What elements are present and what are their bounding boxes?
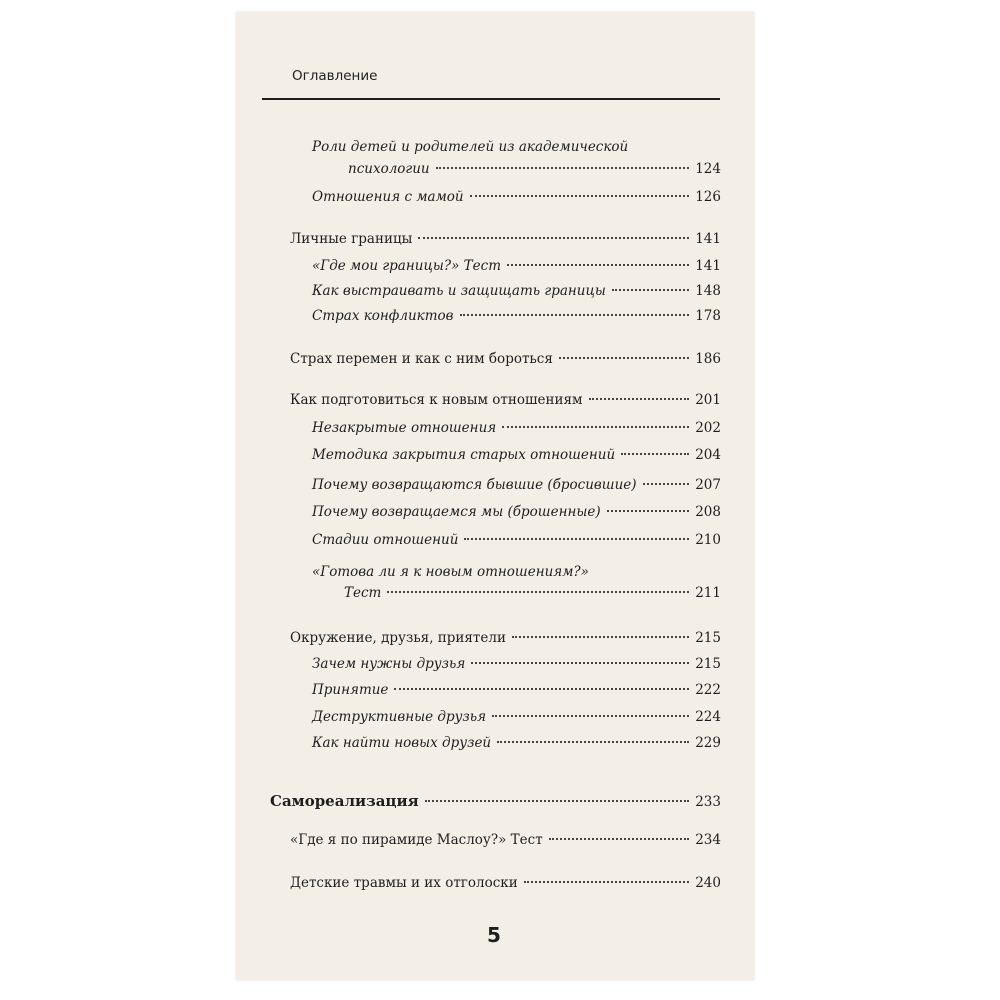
toc-entry-title: Как найти новых друзей [312,735,492,751]
leader-dots [502,426,689,428]
toc-entry-title: Личные границы [290,231,413,247]
leader-dots [418,237,689,239]
leader-dots [492,715,689,717]
leader-dots [470,195,690,197]
toc-entry-title: психологии [348,161,430,177]
toc-entry-why-friends [312,656,721,672]
toc-entry-title: Страх перемен и как с ним бороться [290,351,553,367]
toc-entry-title: Стадии отношений [312,532,459,548]
toc-entry-title: Почему возвращаемся мы (брошенные) [312,504,601,520]
page-number: 5 [487,923,501,947]
toc-entry-page: 126 [695,189,721,205]
leader-dots [559,357,689,359]
toc-entry-title: Незакрытые отношения [312,420,497,436]
toc-entry-page: 224 [695,709,721,725]
leader-dots [589,398,690,400]
toc-entry-title: «Где мои границы?» Тест [312,258,501,274]
toc-entry-title: Как подготовиться к новым отношениям [290,392,583,408]
toc-entry-traumas [290,875,721,891]
toc-entry-page: 141 [695,231,721,247]
toc-entry-title: Тест [344,585,382,601]
toc-entry-stages [312,532,721,548]
toc-entry-maslow [290,832,721,848]
toc-entry-page: 215 [695,656,721,672]
toc-entry-page: 124 [695,161,721,177]
toc-entry-page: 202 [695,420,721,436]
toc-entry-environment [290,630,721,646]
toc-entry-page: 148 [695,283,721,299]
leader-dots [425,800,689,802]
leader-dots [387,591,689,593]
toc-entry-title: Методика закрытия старых отношений [312,447,616,463]
toc-entry-boundaries [290,231,721,247]
toc-entry-page: 141 [695,258,721,274]
toc-entry-page: 210 [695,532,721,548]
running-header: Оглавление [292,68,378,84]
toc-entry-exes-return [312,477,721,493]
toc-entry-self-realization [270,792,721,810]
toc-entry-title: Почему возвращаются бывшие (бросившие) [312,477,637,493]
leader-dots [621,453,689,455]
toc-entry-page: 178 [695,308,721,324]
toc-entry-title: Отношения с мамой [312,189,464,205]
toc-entry-new-friends [312,735,721,751]
toc-entry-title: Принятие [312,682,389,698]
leader-dots [512,636,689,638]
leader-dots [471,662,689,664]
toc-entry-closing-method [312,447,721,463]
toc-entry-boundaries-test [312,258,721,274]
toc-entry-page: 211 [695,585,721,601]
leader-dots [549,838,690,840]
header-rule [262,98,720,100]
toc-entry-page: 229 [695,735,721,751]
leader-dots [394,688,689,690]
toc-entry-ready [344,585,721,601]
leader-dots [497,741,689,743]
toc-entry-build-boundaries [312,283,721,299]
toc-entry-title: «Где я по пирамиде Маслоу?» Тест [290,832,543,848]
toc-entry-title: Детские травмы и их отголоски [290,875,518,891]
leader-dots [612,289,689,291]
toc-entry-title: Как выстраивать и защищать границы [312,283,606,299]
toc-entry-we-return [312,504,721,520]
toc-entry-roles [348,161,721,177]
toc-entry-ready-line1: «Готова ли я к новым отношениям?» [312,564,589,580]
toc-entry-title: Окружение, друзья, приятели [290,630,506,646]
toc-entry-prepare [290,392,721,408]
toc-entry-page: 215 [695,630,721,646]
toc-entry-page: 240 [695,875,721,891]
toc-entry-page: 207 [695,477,721,493]
toc-entry-page: 233 [695,794,721,810]
leader-dots [436,167,690,169]
leader-dots [464,538,689,540]
toc-entry-unclosed [312,420,721,436]
toc-entry-roles-line1: Роли детей и родителей из академической [312,139,629,155]
leader-dots [607,510,690,512]
toc-entry-page: 201 [695,392,721,408]
toc-entry-acceptance [312,682,721,698]
toc-entry-title: Деструктивные друзья [312,709,487,725]
toc-entry-mom [312,189,721,205]
toc-entry-page: 208 [695,504,721,520]
toc-entry-conflict-fear [312,308,721,324]
toc-entry-page: 186 [695,351,721,367]
leader-dots [643,483,690,485]
toc-entry-title: Самореализация [270,792,419,810]
toc-entry-title: Страх конфликтов [312,308,454,324]
leader-dots [524,881,690,883]
toc-entry-page: 234 [695,832,721,848]
leader-dots [507,264,689,266]
toc-entry-page: 204 [695,447,721,463]
toc-entry-page: 222 [695,682,721,698]
toc-entry-change-fear [290,351,721,367]
leader-dots [460,314,690,316]
toc-entry-destructive [312,709,721,725]
toc-entry-title: Зачем нужны друзья [312,656,466,672]
